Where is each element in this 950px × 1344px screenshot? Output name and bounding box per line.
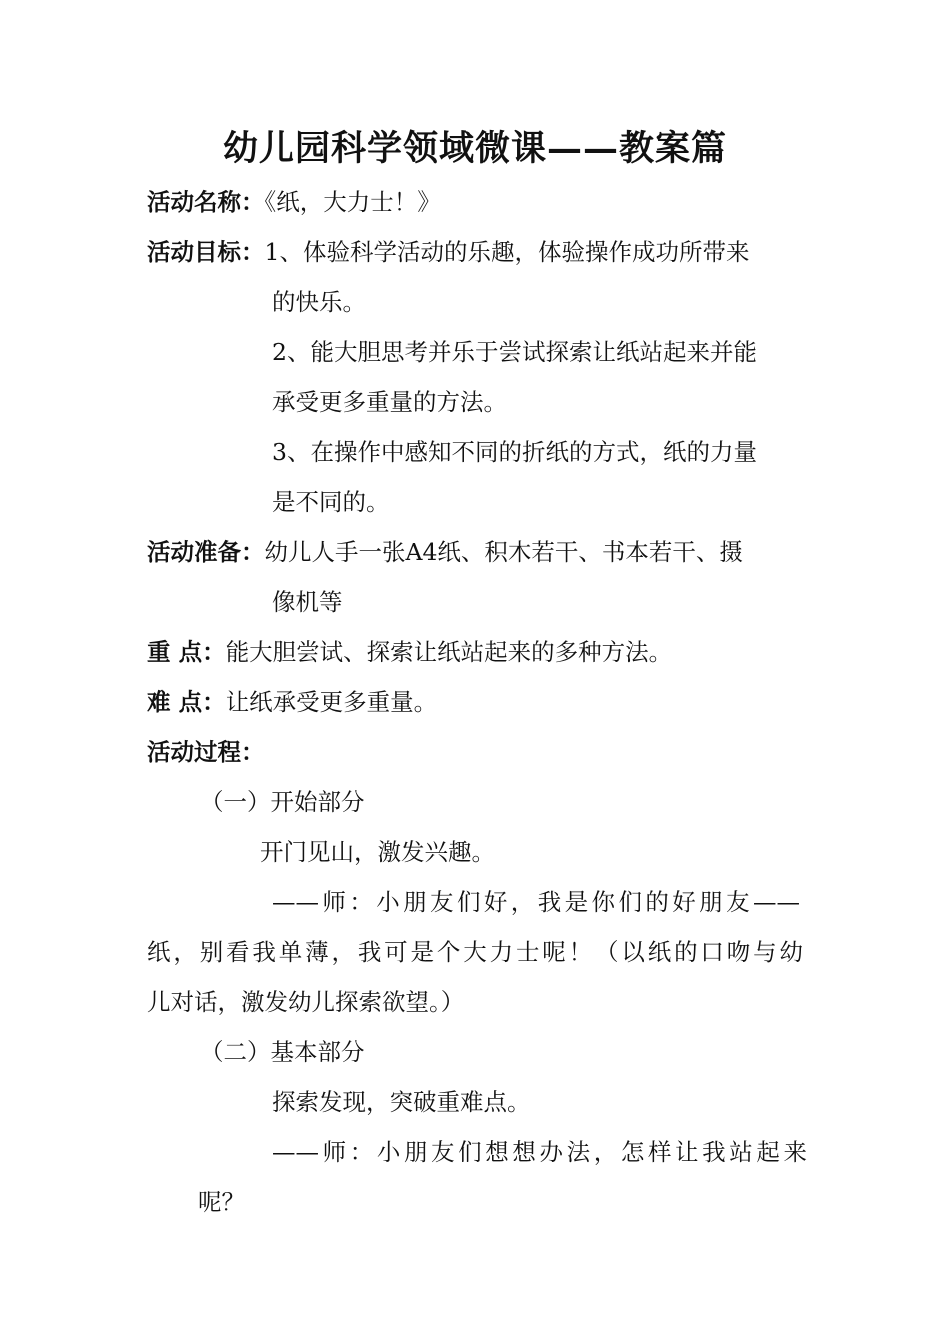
goal-1-line2: 的快乐。 xyxy=(272,288,366,316)
activity-prep-label: 活动准备： xyxy=(147,538,265,566)
activity-goals-label: 活动目标： xyxy=(147,238,265,266)
process-label: 活动过程： xyxy=(147,738,265,766)
part2-subheading: 探索发现，突破重难点。 xyxy=(272,1088,531,1116)
activity-name-value: 《纸，大力士！》 xyxy=(264,188,441,216)
activity-prep-line2: 像机等 xyxy=(272,588,343,616)
difficulty-value: 让纸承受更多重量。 xyxy=(225,688,438,716)
goal-3-line1: 3、在操作中感知不同的折纸的方式，纸的力量 xyxy=(272,438,757,466)
part1-subheading: 开门见山，激发兴趣。 xyxy=(260,838,495,866)
part1-dialogue-line2 xyxy=(147,935,803,969)
key-point-value: 能大胆尝试、探索让纸站起来的多种方法。 xyxy=(225,638,673,666)
activity-name-row xyxy=(147,185,441,219)
goal-1-line1: 1、体验科学活动的乐趣，体验操作成功所带来 xyxy=(264,238,750,266)
part1-dialogue-line1 xyxy=(272,885,800,919)
part2-heading: （二）基本部分 xyxy=(200,1038,365,1066)
key-point-row xyxy=(147,635,672,669)
activity-name-label: 活动名称： xyxy=(147,188,265,216)
key-point-label: 重 点： xyxy=(147,638,226,666)
part1-heading: （一）开始部分 xyxy=(200,788,365,816)
part1-dialogue-line2-text: 纸，别看我单薄，我可是个大力士呢！（以纸的口吻与幼 xyxy=(147,938,803,966)
activity-prep-row xyxy=(147,535,743,569)
goal-2-line2: 承受更多重量的方法。 xyxy=(272,388,507,416)
difficulty-label: 难 点： xyxy=(147,688,226,716)
activity-prep-line1: 幼儿人手一张A4纸、积木若干、书本若干、摄 xyxy=(264,538,743,566)
part1-dialogue-line1-text: ——师：小朋友们好，我是你们的好朋友—— xyxy=(272,888,800,916)
part2-dialogue-line1-text: ——师：小朋友们想想办法，怎样让我站起来 xyxy=(272,1138,807,1166)
activity-goals-row xyxy=(147,235,749,269)
document-title: 幼儿园科学领域微课——教案篇 xyxy=(222,128,727,169)
difficulty-row xyxy=(147,685,437,719)
part2-dialogue-line2: 呢？ xyxy=(198,1188,245,1216)
part2-dialogue-line1 xyxy=(272,1135,807,1169)
goal-2-line1: 2、能大胆思考并乐于尝试探索让纸站起来并能 xyxy=(272,338,757,366)
part1-dialogue-line3: 儿对话，激发幼儿探索欲望。） xyxy=(147,988,465,1016)
goal-3-line2: 是不同的。 xyxy=(272,488,390,516)
